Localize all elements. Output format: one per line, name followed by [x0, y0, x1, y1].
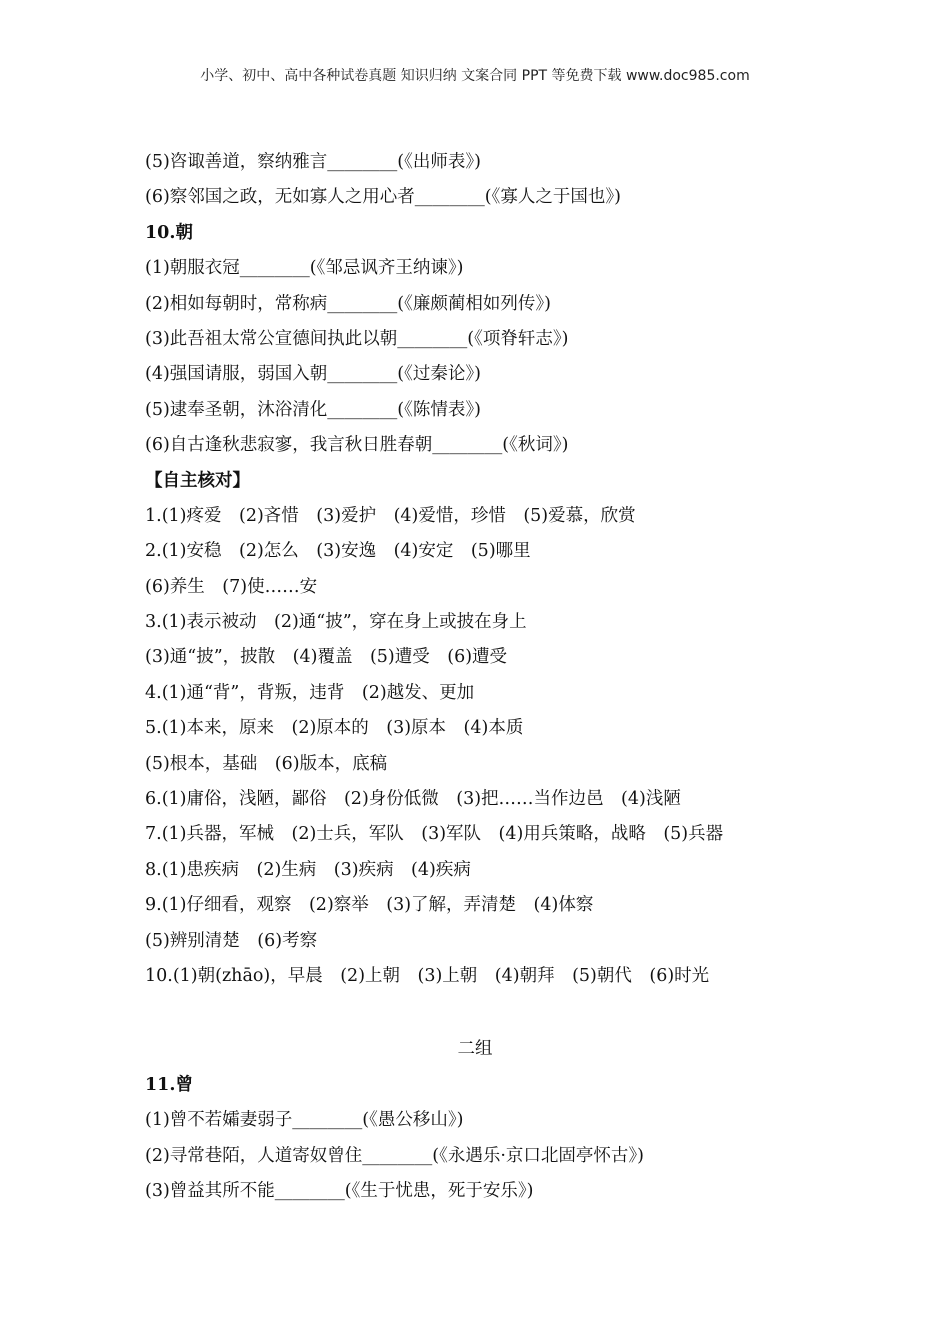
question-line: (3)此吾祖太常公宣德间执此以朝________(《项脊轩志》): [145, 328, 569, 349]
answer-line: 1.(1)疼爱 (2)吝惜 (3)爱护 (4)爱惜，珍惜 (5)爱慕，欣赏: [145, 505, 636, 526]
question-line: (2)相如每朝时，常称病________(《廉颇蔺相如列传》): [145, 293, 551, 314]
answer-line: 8.(1)患疾病 (2)生病 (3)疾病 (4)疾病: [145, 859, 471, 880]
item-heading: 10.朝: [145, 222, 193, 243]
answer-line: 3.(1)表示被动 (2)通“披”，穿在身上或披在身上: [145, 612, 527, 633]
question-line: (2)寻常巷陌，人道寄奴曾住________(《永遇乐·京口北固亭怀古》): [145, 1145, 645, 1166]
answer-line: 7.(1)兵器，军械 (2)士兵，军队 (3)军队 (4)用兵策略，战略 (5)兵器: [145, 824, 724, 845]
item-heading: 11.曾: [145, 1074, 193, 1095]
group-title: 二组: [457, 1039, 493, 1060]
answer-line: 10.(1)朝(zhāo)，早晨 (2)上朝 (3)上朝 (4)朝拜 (5)朝代 (6)时光: [145, 965, 710, 986]
answer-line: 2.(1)安稳 (2)怎么 (3)安逸 (4)安定 (5)哪里: [145, 541, 531, 562]
question-line: (6)自古逢秋悲寂寥，我言秋日胜春朝________(《秋词》): [145, 435, 569, 456]
answers-heading: 【自主核对】: [145, 470, 250, 491]
document-body: [145, 145, 845, 1209]
section-gap: [145, 994, 845, 1032]
question-line: (1)朝服衣冠________(《邹忌讽齐王纳谏》): [145, 258, 464, 279]
answer-line: 5.(1)本来，原来 (2)原本的 (3)原本 (4)本质: [145, 718, 524, 739]
page-header: 小学、初中、高中各种试卷真题 知识归纳 文案合同 PPT 等免费下载 www.doc985.com: [200, 68, 750, 84]
answer-line: (6)养生 (7)使……安: [145, 576, 318, 597]
question-line: (6)察邻国之政，无如寡人之用心者________(《寡人之于国也》): [145, 187, 621, 208]
question-line: (1)曾不若孀妻弱子________(《愚公移山》): [145, 1110, 464, 1131]
answer-line: 9.(1)仔细看，观察 (2)察举 (3)了解，弄清楚 (4)体察: [145, 895, 594, 916]
answer-line: 6.(1)庸俗，浅陋，鄙俗 (2)身份低微 (3)把……当作边邑 (4)浅陋: [145, 789, 681, 810]
answer-line: (5)辨别清楚 (6)考察: [145, 930, 318, 951]
question-line: (4)强国请服，弱国入朝________(《过秦论》): [145, 364, 481, 385]
answer-line: 4.(1)通“背”，背叛，违背 (2)越发、更加: [145, 682, 475, 703]
question-line: (5)逮奉圣朝，沐浴清化________(《陈情表》): [145, 399, 481, 420]
answer-line: (3)通“披”，披散 (4)覆盖 (5)遭受 (6)遭受: [145, 647, 508, 668]
answer-line: (5)根本，基础 (6)版本，底稿: [145, 753, 388, 774]
question-line: (5)咨诹善道，察纳雅言________(《出师表》): [145, 152, 481, 172]
question-line: (3)曾益其所不能________(《生于忧患，死于安乐》): [145, 1180, 534, 1201]
